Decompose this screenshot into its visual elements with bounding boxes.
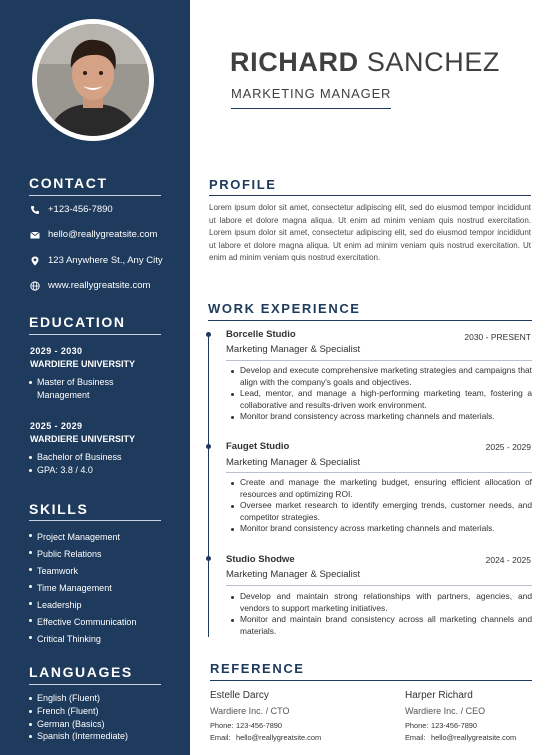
contact-website-text[interactable]: www.reallygreatsite.com (48, 280, 151, 291)
divider (29, 334, 161, 335)
education-school: WARDIERE UNIVERSITY (30, 359, 136, 369)
profile-heading: PROFILE (209, 177, 277, 192)
contact-email (30, 229, 157, 240)
language-item: German (Basics) (26, 718, 128, 731)
contact-phone (30, 204, 113, 215)
globe-icon (30, 281, 40, 291)
location-pin-icon (30, 256, 40, 266)
profile-text: Lorem ipsum dolor sit amet, consectetur adipiscing elit, sed do eiusmod tempor incididunt ut labore et dolore magna aliqua. Ut enim ad minim veniam quis nostrud exercitation. Lorem ipsum dolor sit amet, consectetur adipiscing elit, sed do eiusmod tempor incididunt ut labore et dolore magna aliqua. Ut enim ad minim veniam quis nostrud exercitation. Ut enim ad minim veniam quis nostrud exercitation. (209, 203, 531, 263)
job-duties (226, 591, 532, 637)
languages-list (26, 692, 128, 743)
duty-item: Develop and maintain strong relationships with partners, agencies, and vendors to support marketing initiatives. (226, 591, 532, 614)
reference-name: Estelle Darcy (210, 690, 269, 701)
phone-label: Phone: (210, 721, 234, 730)
divider (226, 360, 532, 361)
reference-email (210, 733, 321, 742)
divider (29, 195, 161, 196)
reference-phone-value[interactable]: 123-456-7890 (236, 721, 283, 730)
reference-email-value[interactable]: hello@reallygreatsite.com (236, 733, 322, 742)
divider (209, 195, 531, 196)
last-name: SANCHEZ (366, 47, 501, 77)
timeline-line (208, 335, 209, 637)
profile-photo-frame (32, 19, 154, 141)
email-label: Email: (405, 733, 426, 742)
divider (226, 472, 532, 473)
profile-photo (37, 24, 149, 136)
reference-email-value[interactable]: hello@reallygreatsite.com (431, 733, 517, 742)
languages-heading: LANGUAGES (29, 664, 133, 680)
language-item: French (Fluent) (26, 705, 128, 718)
contact-address-text: 123 Anywhere St., Any City (48, 255, 163, 266)
job-role: Marketing Manager & Specialist (226, 457, 361, 468)
education-heading: EDUCATION (29, 314, 126, 330)
education-years: 2029 - 2030 (30, 346, 83, 356)
reference-phone-value[interactable]: 123-456-7890 (431, 721, 478, 730)
skill-item: Critical Thinking (26, 631, 136, 648)
job-duties (226, 477, 532, 535)
duty-item: Oversee market research to identify emerging trends, customer needs, and competitor strategies. (226, 500, 532, 523)
job-role: Marketing Manager & Specialist (226, 569, 361, 580)
job-company: Borcelle Studio (226, 329, 296, 340)
education-detail: GPA: 3.8 / 4.0 (26, 464, 122, 477)
language-item: Spanish (Intermediate) (26, 730, 128, 743)
skill-item: Teamwork (26, 563, 136, 580)
sidebar (0, 0, 190, 755)
job-dates: 2024 - 2025 (485, 555, 531, 565)
skills-list (26, 529, 136, 648)
reference-heading: REFERENCE (210, 661, 305, 676)
skill-item: Project Management (26, 529, 136, 546)
timeline-dot (206, 332, 211, 337)
job-company: Fauget Studio (226, 441, 290, 452)
duty-item: Monitor brand consistency across marketing channels and materials. (226, 523, 532, 535)
duty-item: Create and manage the marketing budget, ensuring efficient allocation of resources and optimizing ROI. (226, 477, 532, 500)
reference-role: Wardiere Inc. / CEO (405, 706, 486, 716)
language-item: English (Fluent) (26, 692, 128, 705)
education-details (26, 376, 146, 402)
mail-icon (30, 230, 40, 240)
contact-address (30, 255, 163, 266)
contact-email-text[interactable]: hello@reallygreatsite.com (48, 229, 158, 240)
full-name (230, 47, 500, 78)
divider (29, 684, 161, 685)
job-dates: 2025 - 2029 (485, 442, 531, 452)
first-name: RICHARD (230, 47, 359, 77)
job-role: Marketing Manager & Specialist (226, 344, 361, 355)
phone-icon (30, 205, 40, 215)
divider (29, 520, 161, 521)
education-detail: Bachelor of Business (26, 451, 122, 464)
job-title: MARKETING MANAGER (231, 86, 392, 101)
divider (210, 680, 532, 681)
divider (231, 108, 391, 109)
timeline-dot (206, 444, 211, 449)
contact-phone-text[interactable]: +123-456-7890 (48, 204, 113, 215)
timeline-dot (206, 556, 211, 561)
skill-item: Time Management (26, 580, 136, 597)
education-detail: Master of Business Management (26, 376, 146, 402)
email-label: Email: (210, 733, 231, 742)
job-duties (226, 365, 532, 423)
phone-label: Phone: (405, 721, 429, 730)
reference-role: Wardiere Inc. / CTO (210, 706, 290, 716)
duty-item: Monitor and maintain brand consistency across all marketing channels and materials. (226, 614, 532, 637)
work-experience-heading: WORK EXPERIENCE (208, 301, 361, 316)
duty-item: Monitor brand consistency across marketing channels and materials. (226, 411, 532, 423)
reference-phone (210, 721, 282, 730)
skill-item: Leadership (26, 597, 136, 614)
job-company: Studio Shodwe (226, 554, 295, 565)
duty-item: Lead, mentor, and manage a high-performing marketing team, fostering a collaborative and results-driven work environment. (226, 388, 532, 411)
reference-email (405, 733, 516, 742)
contact-website (30, 280, 150, 291)
contact-heading: CONTACT (29, 175, 108, 191)
education-years: 2025 - 2029 (30, 421, 83, 431)
duty-item: Develop and execute comprehensive marketing strategies and campaigns that align with the company's goals and objectives. (226, 365, 532, 388)
education-school: WARDIERE UNIVERSITY (30, 434, 136, 444)
divider (226, 585, 532, 586)
job-dates: 2030 - PRESENT (464, 332, 531, 342)
education-details (26, 451, 122, 476)
reference-name: Harper Richard (405, 690, 473, 701)
skill-item: Public Relations (26, 546, 136, 563)
reference-phone (405, 721, 477, 730)
skill-item: Effective Communication (26, 614, 136, 631)
skills-heading: SKILLS (29, 501, 89, 517)
divider (208, 320, 532, 321)
